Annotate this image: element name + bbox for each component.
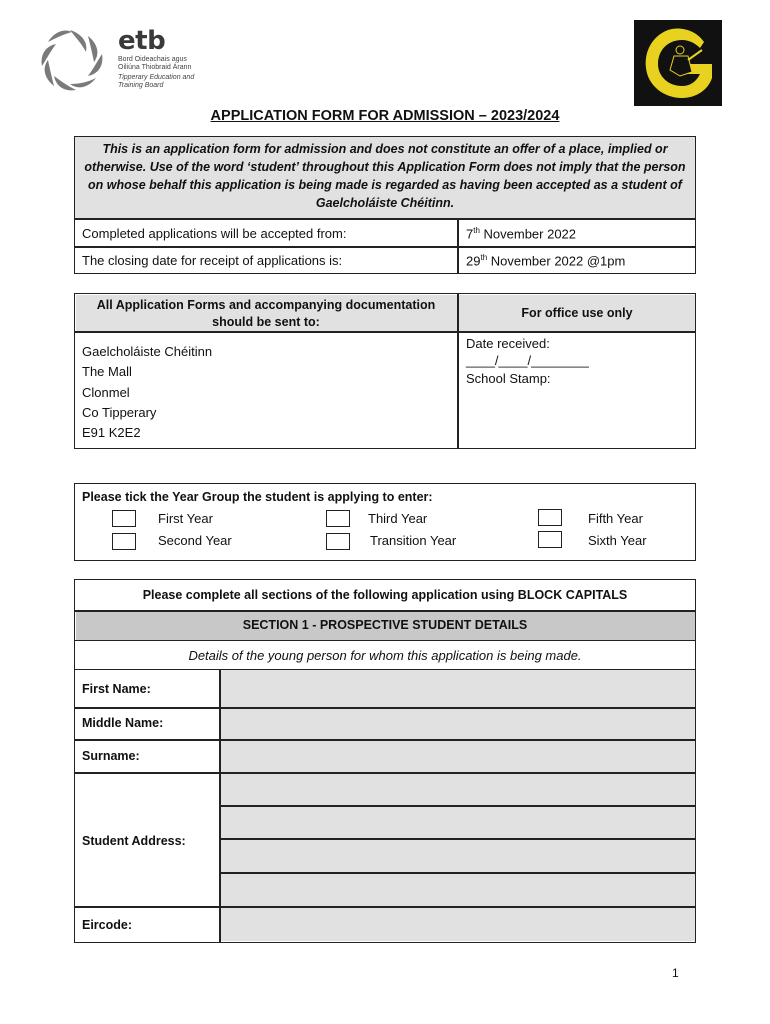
address-line: Co Tipperary [82,404,157,420]
school-crest-icon [634,20,722,106]
accepted-from-date: 7th November 2022 [466,226,577,242]
eircode-input[interactable] [221,908,695,941]
school-stamp-label: School Stamp: [466,371,551,386]
first-name-label: First Name: [82,682,151,696]
block-capitals-instruction: Please complete all sections of the following application using BLOCK CAPITALS [142,588,628,602]
office-use-heading: For office use only [521,306,633,320]
date-received-blank: ____/____/________ [466,353,589,368]
etb-english-line-1: Tipperary Education and [118,74,195,81]
section1-title: SECTION 1 - PROSPECTIVE STUDENT DETAILS [242,618,528,632]
student-address-label: Student Address: [82,834,186,848]
address-line: E91 K2E2 [82,425,141,441]
address-line-4-input[interactable] [221,874,695,906]
etb-logo-icon [38,26,110,94]
first-year-label: First Year [158,511,213,526]
middle-name-input[interactable] [221,709,695,739]
first-year-checkbox[interactable] [112,510,136,527]
third-year-checkbox[interactable] [326,510,350,527]
disclaimer-text: This is an application form for admission and does not constitute an offer of a place, implied or otherwise. Use of the word ‘student’ throughout this Application Form does not imply that the person on whose behalf this application is being made is regarded as having been accepted as a student of Gaelcholáiste Chéitinn. [84,142,686,210]
etb-wordmark: etb [118,26,166,56]
closing-date-value: 29th November 2022 @1pm [466,253,626,269]
etb-irish-line-1: Bord Oideachais agus [118,56,187,63]
address-line-2-input[interactable] [221,807,695,838]
closing-date-label: The closing date for receipt of applications is: [82,253,343,268]
etb-english-line-2: Training Board [118,82,164,89]
address-line-1-input[interactable] [221,774,695,805]
fifth-year-checkbox[interactable] [538,509,562,526]
school-address [82,342,212,443]
section1-subtitle: Details of the young person for whom this application is being made. [188,648,582,663]
first-name-input[interactable] [221,670,695,707]
year-group-heading: Please tick the Year Group the student is applying to enter: [82,490,433,504]
accepted-from-label: Completed applications will be accepted from: [82,226,347,241]
surname-label: Surname: [82,749,140,763]
second-year-label: Second Year [158,533,232,548]
transition-year-checkbox[interactable] [326,533,350,550]
surname-input[interactable] [221,741,695,772]
address-line-3-input[interactable] [221,840,695,872]
transition-year-label: Transition Year [370,533,457,548]
sixth-year-checkbox[interactable] [538,531,562,548]
fifth-year-label: Fifth Year [588,511,643,526]
etb-irish-line-2: Oiliúna Thiobraid Árann [118,64,192,71]
form-title: APPLICATION FORM FOR ADMISSION – 2023/2024 [210,108,560,124]
second-year-checkbox[interactable] [112,533,136,550]
sixth-year-label: Sixth Year [588,533,647,548]
address-line: Gaelcholáiste Chéitinn [82,344,213,359]
address-line: The Mall [82,364,132,380]
middle-name-label: Middle Name: [82,716,164,730]
eircode-label: Eircode: [82,918,133,932]
date-received-label: Date received: [466,336,550,351]
address-line: Clonmel [82,384,130,400]
page-number: 1 [672,966,679,980]
third-year-label: Third Year [368,511,428,526]
send-to-heading: All Application Forms and accompanying documentation should be sent to: [96,298,436,329]
